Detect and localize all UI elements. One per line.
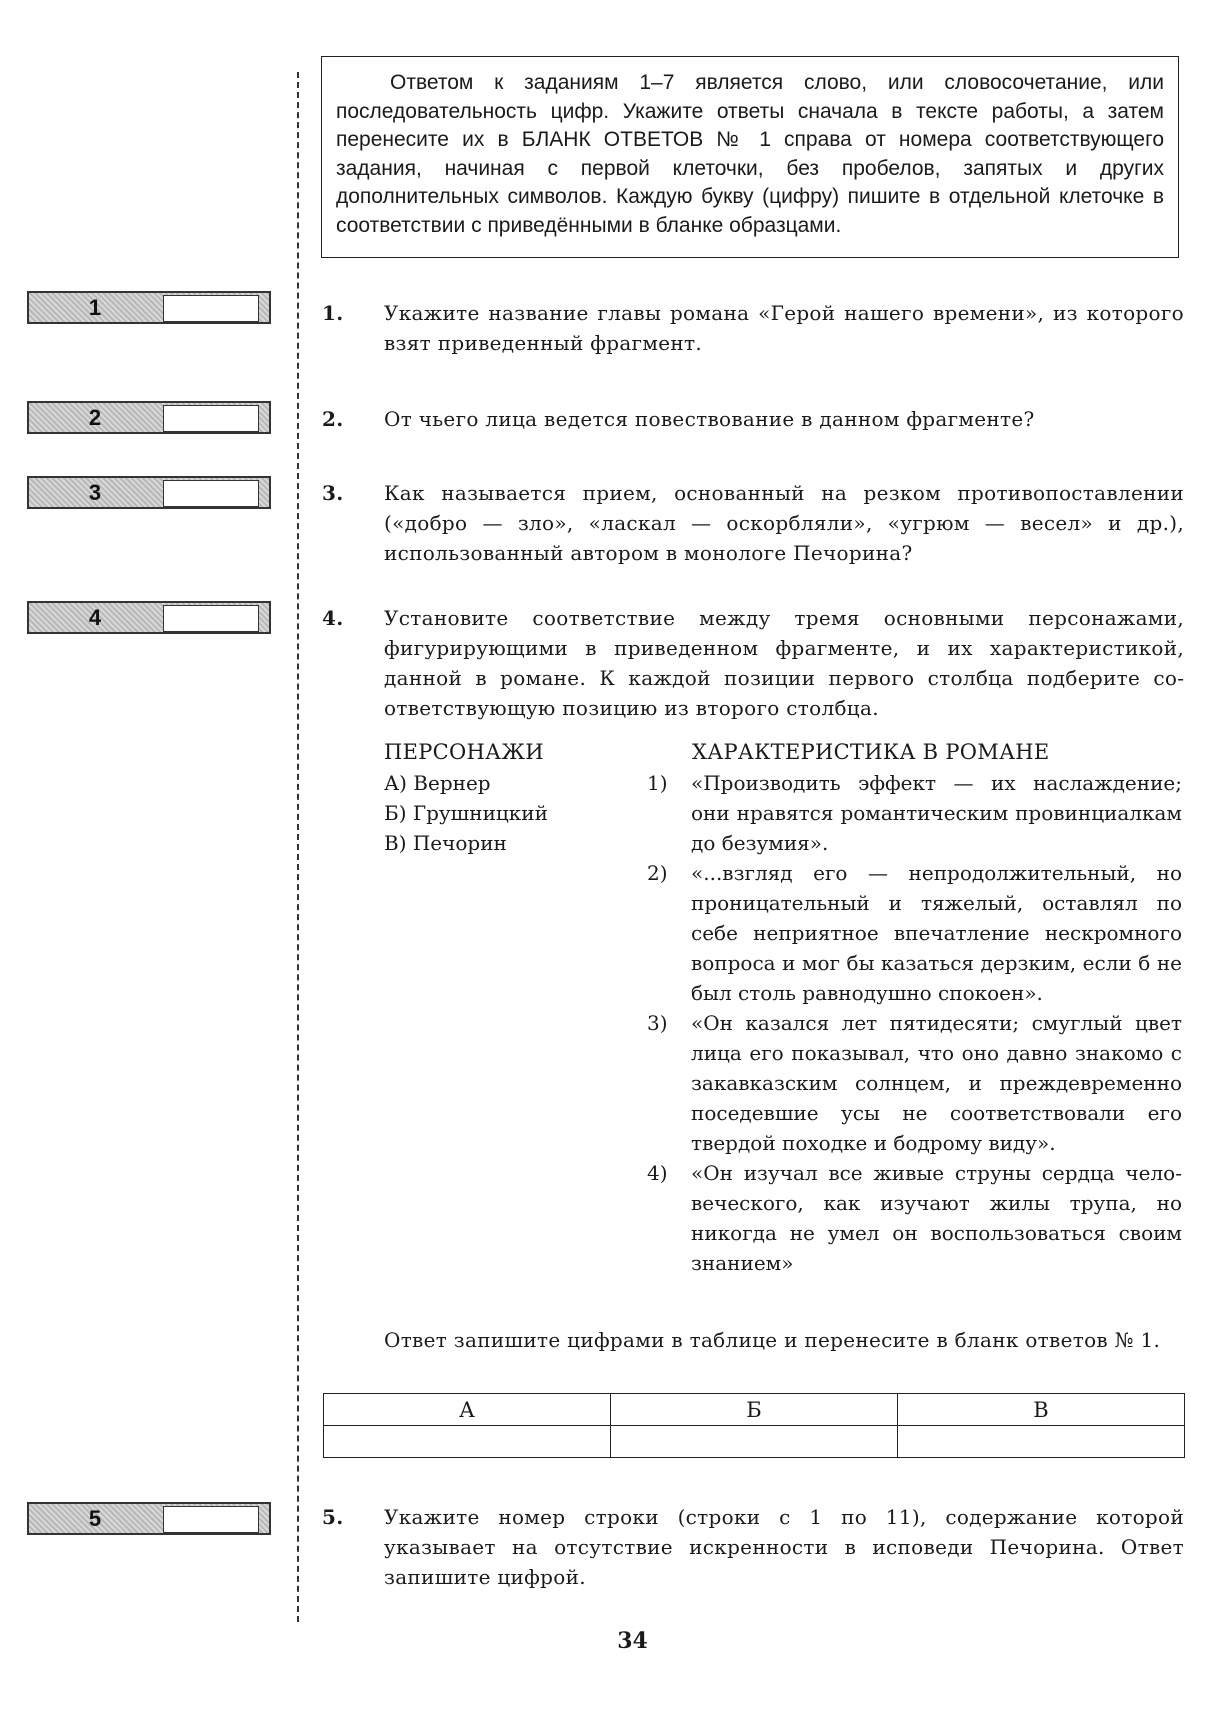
characteristic-item bbox=[647, 1008, 1182, 1158]
task-number: 2. bbox=[322, 407, 344, 431]
characteristic-number: 2) bbox=[647, 861, 668, 885]
characteristic-item bbox=[647, 1158, 1182, 1278]
task-text: Укажите номер строки (строки с 1 по 11), содержание которой указывает на отсутствие искренности в исповеди Печорина. Ответ запишите цифрой. bbox=[384, 1505, 1184, 1589]
characteristic-item bbox=[647, 768, 1182, 858]
answer-table-header: А bbox=[324, 1394, 611, 1426]
character-item: Б) Грушницкий bbox=[384, 801, 548, 825]
answer-table-cell-v[interactable] bbox=[898, 1426, 1185, 1458]
answer-box-2 bbox=[27, 401, 271, 434]
task-number: 5. bbox=[322, 1505, 344, 1529]
answer-field-3[interactable] bbox=[163, 480, 259, 507]
answer-note: Ответ запишите цифрами в таблице и перенесите в бланк ответов № 1. bbox=[384, 1328, 1161, 1352]
answer-box-3 bbox=[27, 476, 271, 509]
character-item: А) Вернер bbox=[384, 771, 491, 795]
characters-header: ПЕРСОНАЖИ bbox=[384, 740, 544, 764]
answer-field-1[interactable] bbox=[163, 295, 259, 322]
answer-table-cell-a[interactable] bbox=[324, 1426, 611, 1458]
answer-table-header: В bbox=[898, 1394, 1185, 1426]
answer-box-number: 1 bbox=[88, 295, 102, 320]
characteristic-text: «...взгляд его — непродолжительный, но проницательный и тяжелый, оставлял по себе неприятное впечатление нескромного вопроса и мог бы казаться дерзким, если б не был столь равнодушно спокоен». bbox=[691, 861, 1182, 1005]
instructions-box: Ответом к заданиям 1–7 является слово, или словосочетание, или последовательность цифр. Укажите ответы сначала в тексте работы, а затем перенесите их в БЛАНК ОТВЕТОВ № 1 справа от номера соответствующего задания, начиная с первой клеточки, без пробелов, запятых и других дополнительных символов. Каждую букву (цифру) пишите в отдельной клеточке в соответствии с приведёнными в бланке образцами. bbox=[321, 56, 1179, 258]
answer-box-4 bbox=[27, 601, 271, 634]
answer-box-5 bbox=[27, 1502, 271, 1535]
characteristic-number: 4) bbox=[647, 1161, 668, 1185]
characteristic-text: «Он казался лет пятидесяти; смуглый цвет лица его показывал, что оно давно знакомо с закавказским солнцем, и преждевременно поседевшие усы не соответствовали его твердой походке и бодрому виду». bbox=[691, 1011, 1182, 1155]
characteristic-number: 1) bbox=[647, 771, 668, 795]
characteristics-header: ХАРАКТЕРИСТИКА В РОМАНЕ bbox=[692, 740, 1050, 764]
page-number: 34 bbox=[617, 1628, 648, 1654]
characters-list bbox=[384, 768, 548, 858]
task-number: 3. bbox=[322, 481, 344, 505]
cut-line bbox=[297, 72, 299, 1622]
task-text: Как называется прием, основанный на резком противопоставлении («добро — зло», «ласкал — оскорбляли», «угрюм — весел» и др.), использованный автором в монологе Печорина? bbox=[384, 481, 1184, 565]
characteristics-list bbox=[647, 768, 1182, 1278]
characteristic-text: «Он изучал все живые струны сердца человеческого, как изучают жилы трупа, но никогда не умел он воспользоваться своим знанием» bbox=[691, 1161, 1182, 1275]
task-number: 1. bbox=[322, 301, 344, 325]
character-item: В) Печорин bbox=[384, 831, 507, 855]
answer-box-number: 2 bbox=[88, 405, 102, 430]
answer-field-5[interactable] bbox=[163, 1506, 259, 1533]
task-text: От чьего лица ведется повествование в данном фрагменте? bbox=[384, 407, 1035, 431]
answer-box-number: 4 bbox=[88, 605, 102, 630]
answer-box-number: 5 bbox=[88, 1506, 102, 1531]
task-text: Установите соответствие между тремя основными персонажами, фигурирующими в приведенном фрагменте, и их характеристикой, данной в романе. К каждой позиции первого столбца подберите соответствующую позицию из второго столбца. bbox=[384, 606, 1184, 720]
answer-table-cell-b[interactable] bbox=[611, 1426, 898, 1458]
characteristic-text: «Производить эффект — их наслаждение; они нравятся романтическим провинциалкам до безумия». bbox=[691, 771, 1182, 855]
answer-box-number: 3 bbox=[88, 480, 102, 505]
answer-table-header: Б bbox=[611, 1394, 898, 1426]
task-number: 4. bbox=[322, 606, 344, 630]
task-text: Укажите название главы романа «Герой нашего времени», из которого взят приведенный фрагмент. bbox=[384, 301, 1184, 355]
answer-field-2[interactable] bbox=[163, 405, 259, 432]
answer-table bbox=[323, 1393, 1185, 1458]
characteristic-number: 3) bbox=[647, 1011, 668, 1035]
characteristic-item bbox=[647, 858, 1182, 1008]
answer-box-1 bbox=[27, 291, 271, 324]
answer-field-4[interactable] bbox=[163, 605, 259, 632]
